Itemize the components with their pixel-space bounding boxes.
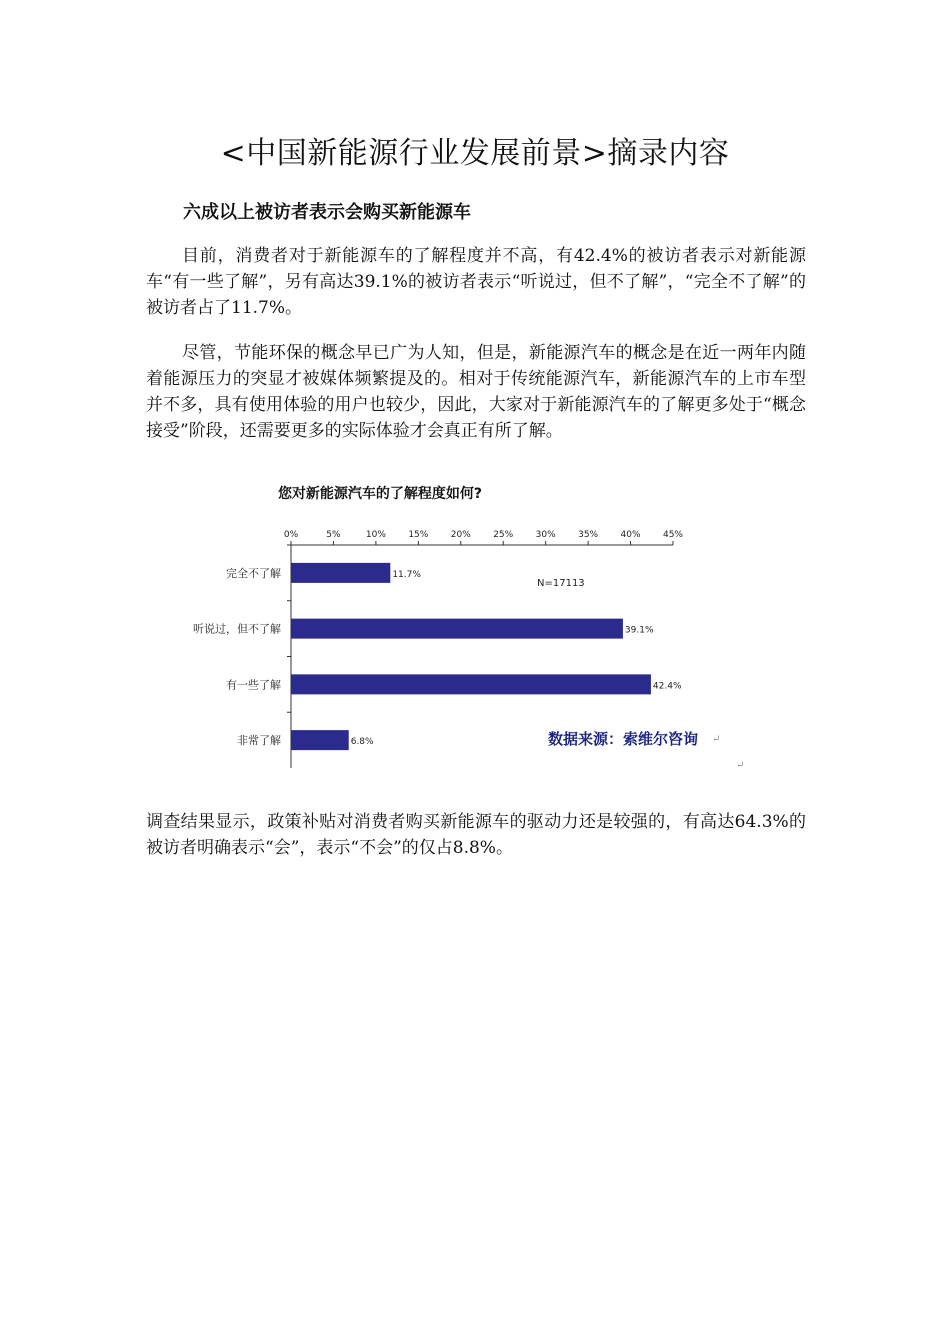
value-label: 42.4% — [652, 681, 682, 692]
category-label: 听说过，但不了解 — [193, 622, 281, 636]
x-tick-label: 5% — [326, 530, 341, 540]
awareness-bar-chart — [193, 478, 770, 788]
paragraph-3: 调查结果显示，政策补贴对消费者购买新能源车的驱动力还是较强的，有高达64.3%的被访者明确表示“会”，表示“不会”的仅占8.8%。 — [146, 812, 806, 858]
x-tick-label: 35% — [578, 530, 599, 540]
bar — [291, 730, 349, 750]
bar — [291, 563, 390, 583]
x-axis-ticks — [284, 530, 684, 545]
source-note: 数据来源：索维尔咨询 — [548, 730, 699, 748]
bars — [291, 563, 651, 750]
sample-size-annotation: N=17113 — [537, 578, 585, 589]
return-mark-icon: ↵ — [736, 760, 745, 771]
x-tick-label: 30% — [535, 530, 556, 540]
category-label: 有一些了解 — [226, 678, 281, 692]
x-tick-label: 20% — [450, 530, 471, 540]
x-tick-label: 25% — [493, 530, 514, 540]
category-labels — [193, 566, 281, 747]
category-label: 非常了解 — [237, 734, 281, 748]
paragraph-2: 尽管，节能环保的概念早已广为人知，但是，新能源汽车的概念是在近一两年内随着能源压力的突显才被媒体频繁提及的。相对于传统能源汽车，新能源汽车的上市车型并不多，具有使用体验的用户也较少，因此，大家对于新能源汽车的了解更多处于“概念接受”阶段，还需要更多的实际体验才会真正有所了解。 — [146, 343, 806, 441]
x-tick-label: 0% — [283, 530, 299, 540]
category-label: 完全不了解 — [226, 566, 281, 580]
x-tick-label: 40% — [620, 530, 641, 540]
value-label: 6.8% — [350, 737, 374, 748]
page-title: <中国新能源行业发展前景>摘录内容 — [220, 136, 730, 171]
x-tick-label: 45% — [662, 530, 684, 540]
bar — [291, 619, 623, 639]
x-tick-label: 15% — [408, 530, 429, 540]
bar — [291, 674, 651, 694]
x-tick-label: 10% — [365, 530, 386, 540]
section-subheading: 六成以上被访者表示会购买新能源车 — [183, 202, 471, 223]
paragraph-1: 目前，消费者对于新能源车的了解程度并不高，有42.4%的被访者表示对新能源车“有一些了解”，另有高达39.1%的被访者表示“听说过，但不了解”，“完全不了解”的被访者占了11.7%。 — [146, 246, 806, 318]
return-mark-icon: ↵ — [712, 734, 721, 745]
value-label: 39.1% — [624, 625, 654, 636]
value-label: 11.7% — [392, 569, 421, 580]
chart-title: 您对新能源汽车的了解程度如何? — [277, 486, 483, 502]
value-labels — [351, 570, 682, 747]
